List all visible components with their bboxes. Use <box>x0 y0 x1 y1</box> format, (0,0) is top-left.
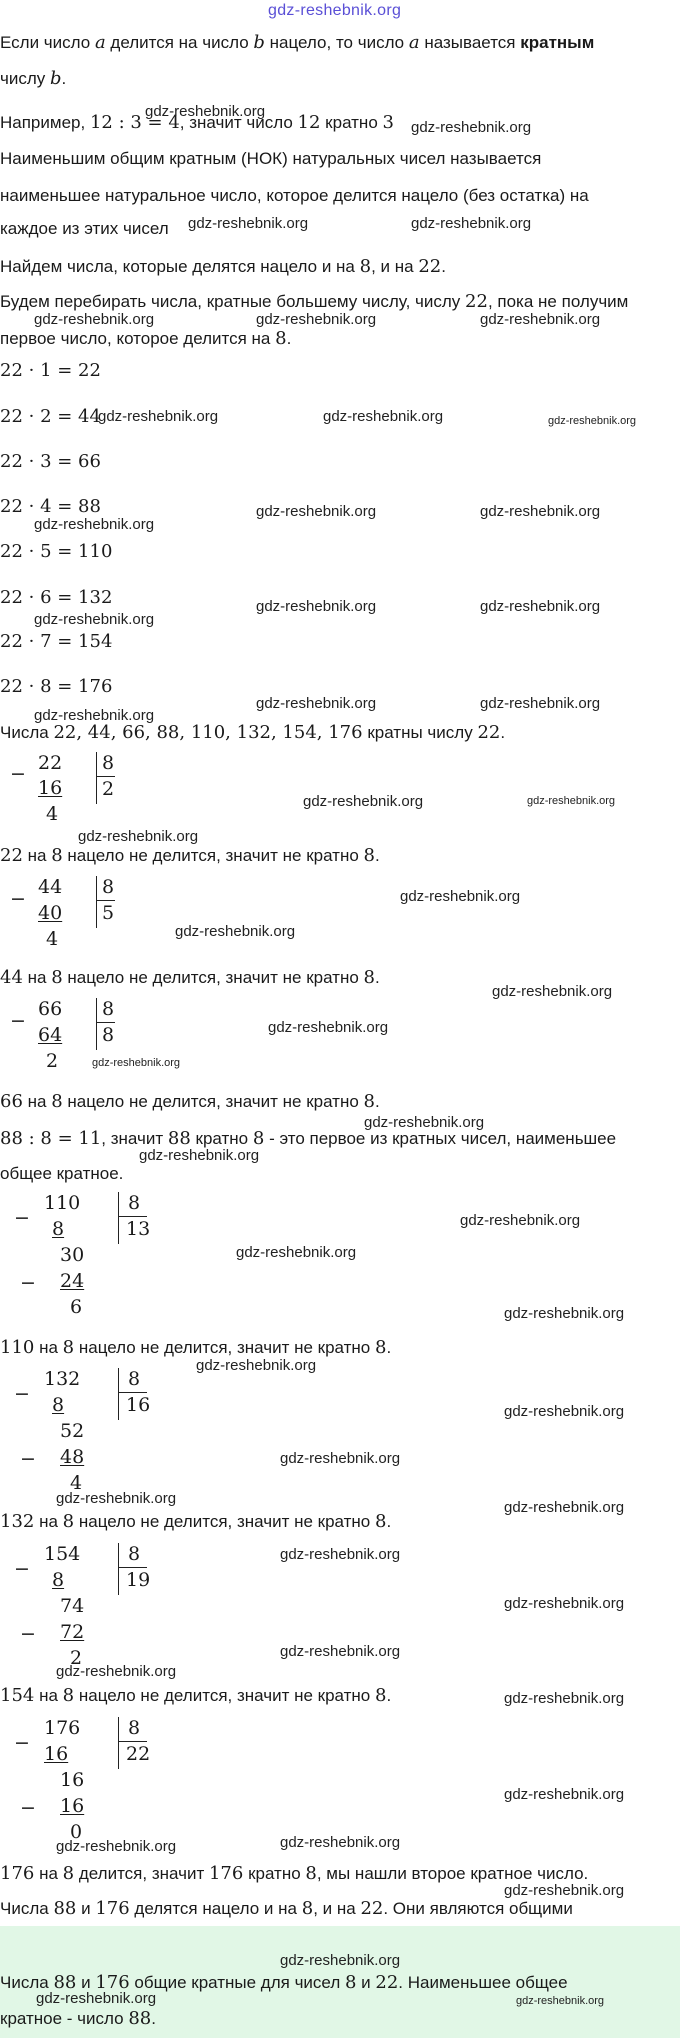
watermark: gdz-reshebnik.org <box>256 311 377 328</box>
subtrahend: 8 <box>52 1569 65 1591</box>
find-line: Найдем числа, которые делятся нацело и на 8, и на 22. <box>0 256 446 277</box>
dividend: 132 <box>44 1368 81 1390</box>
minus-sign: − <box>14 1732 30 1754</box>
minus-sign: − <box>20 1272 36 1294</box>
subtrahend: 16 <box>60 1795 85 1817</box>
remainder: 2 <box>46 1050 59 1072</box>
watermark: gdz-reshebnik.org <box>280 1450 401 1467</box>
quotient: 19 <box>126 1569 151 1591</box>
dividend: 154 <box>44 1543 81 1565</box>
watermark: gdz-reshebnik.org <box>145 103 266 120</box>
remainder: 30 <box>60 1244 85 1266</box>
watermark: gdz-reshebnik.org <box>280 1952 401 1969</box>
minus-sign: − <box>20 1448 36 1470</box>
multiple-1: 22 · 1 = 22 <box>0 360 101 381</box>
watermark: gdz-reshebnik.org <box>364 1114 485 1131</box>
subtrahend: 8 <box>52 1218 65 1240</box>
minus-sign: − <box>14 1558 30 1580</box>
dividend: 66 <box>38 998 63 1020</box>
divisor-line <box>97 900 115 901</box>
watermark: gdz-reshebnik.org <box>236 1244 357 1261</box>
minus-sign: − <box>20 1623 36 1645</box>
subtrahend: 16 <box>44 1743 69 1765</box>
remainder: 4 <box>46 928 59 950</box>
watermark: gdz-reshebnik.org <box>303 793 424 810</box>
division-bar <box>96 998 97 1050</box>
divisor: 8 <box>128 1717 141 1739</box>
dividend: 44 <box>38 876 63 898</box>
watermark: gdz-reshebnik.org <box>504 1690 625 1707</box>
definition-line-2: числу b. <box>0 68 67 89</box>
watermark: gdz-reshebnik.org <box>280 1546 401 1563</box>
watermark: gdz-reshebnik.org <box>504 1786 625 1803</box>
subtrahend: 16 <box>38 777 63 799</box>
multiples-list-line: Числа 22, 44, 66, 88, 110, 132, 154, 176 кратны числу 22. <box>0 722 506 743</box>
watermark: gdz-reshebnik.org <box>480 598 601 615</box>
remainder: 74 <box>60 1595 85 1617</box>
check-176: 176 на 8 делится, значит 176 кратно 8, мы нашли второе кратное число. <box>0 1863 589 1884</box>
subtrahend: 24 <box>60 1270 85 1292</box>
dividend: 22 <box>38 752 63 774</box>
watermark: gdz-reshebnik.org <box>460 1212 581 1229</box>
answer-line-2: кратное - число 88. <box>0 2008 156 2029</box>
remainder: 6 <box>70 1296 83 1318</box>
division-bar <box>118 1543 119 1595</box>
watermark: gdz-reshebnik.org <box>480 695 601 712</box>
quotient: 13 <box>126 1218 151 1240</box>
watermark: gdz-reshebnik.org <box>139 1147 260 1164</box>
watermark: gdz-reshebnik.org <box>34 516 155 533</box>
subtrahend: 48 <box>60 1446 85 1468</box>
check-44: 44 на 8 нацело не делится, значит не кратно 8. <box>0 967 380 988</box>
multiple-6: 22 · 6 = 132 <box>0 587 113 608</box>
check-110: 110 на 8 нацело не делится, значит не кратно 8. <box>0 1337 392 1358</box>
watermark: gdz-reshebnik.org <box>411 119 532 136</box>
quotient: 8 <box>102 1024 115 1046</box>
divisor-line <box>97 1022 115 1023</box>
multiple-8: 22 · 8 = 176 <box>0 676 113 697</box>
watermark: gdz-reshebnik.org <box>92 1057 181 1069</box>
watermark: gdz-reshebnik.org <box>256 695 377 712</box>
quotient: 16 <box>126 1394 151 1416</box>
divisor: 8 <box>128 1368 141 1390</box>
check-132: 132 на 8 нацело не делится, значит не кратно 8. <box>0 1511 392 1532</box>
remainder: 16 <box>60 1769 85 1791</box>
divisor: 8 <box>128 1543 141 1565</box>
nok-line-3: каждое из этих чисел <box>0 219 169 238</box>
watermark: gdz-reshebnik.org <box>323 408 444 425</box>
divisor: 8 <box>102 752 115 774</box>
watermark: gdz-reshebnik.org <box>34 311 155 328</box>
nok-line-2: наименьшее натуральное число, которое делится нацело (без остатка) на <box>0 186 589 205</box>
divisor-line <box>97 776 115 777</box>
minus-sign: − <box>14 1207 30 1229</box>
check-88-line-1: 88 : 8 = 11, значит 88 кратно 8 - это первое из кратных чисел, наименьшее <box>0 1128 617 1149</box>
multiple-2: 22 · 2 = 44 <box>0 406 101 427</box>
minus-sign: − <box>14 1383 30 1405</box>
watermark: gdz-reshebnik.org <box>188 215 309 232</box>
check-154: 154 на 8 нацело не делится, значит не кратно 8. <box>0 1685 392 1706</box>
watermark: gdz-reshebnik.org <box>480 503 601 520</box>
answer-line-1: Числа 88 и 176 общие кратные для чисел 8 и 22. Наименьшее общее <box>0 1972 568 1993</box>
search-line-1: Будем перебирать числа, кратные большему числу, числу 22, пока не получим <box>0 291 629 312</box>
divisor-line <box>119 1567 147 1568</box>
watermark: gdz-reshebnik.org <box>527 795 616 807</box>
remainder: 52 <box>60 1420 85 1442</box>
division-bar <box>118 1192 119 1244</box>
nok-line-1: Наименьшим общим кратным (НОК) натуральных чисел называется <box>0 149 542 168</box>
watermark: gdz-reshebnik.org <box>256 598 377 615</box>
multiple-7: 22 · 7 = 154 <box>0 631 113 652</box>
subtrahend: 40 <box>38 902 63 924</box>
subtrahend: 72 <box>60 1621 85 1643</box>
quotient: 5 <box>102 902 115 924</box>
remainder: 2 <box>70 1647 83 1669</box>
quotient: 22 <box>126 1743 151 1765</box>
subtrahend: 8 <box>52 1394 65 1416</box>
watermark: gdz-reshebnik.org <box>256 503 377 520</box>
watermark: gdz-reshebnik.org <box>34 611 155 628</box>
watermark: gdz-reshebnik.org <box>268 1019 389 1036</box>
quotient: 2 <box>102 778 115 800</box>
watermark: gdz-reshebnik.org <box>400 888 521 905</box>
common-line-1: Числа 88 и 176 делятся нацело и на 8, и на 22. Они являются общими <box>0 1898 573 1919</box>
check-88-line-2: общее кратное. <box>0 1164 124 1183</box>
multiple-4: 22 · 4 = 88 <box>0 496 101 517</box>
watermark: gdz-reshebnik.org <box>516 1995 605 2007</box>
watermark: gdz-reshebnik.org <box>56 1663 177 1680</box>
remainder: 4 <box>46 803 59 825</box>
minus-sign: − <box>20 1797 36 1819</box>
divisor-line <box>119 1216 147 1217</box>
minus-sign: − <box>10 1010 26 1032</box>
division-bar <box>96 752 97 804</box>
remainder: 4 <box>70 1472 83 1494</box>
watermark: gdz-reshebnik.org <box>492 983 613 1000</box>
check-66: 66 на 8 нацело не делится, значит не кратно 8. <box>0 1091 380 1112</box>
watermark: gdz-reshebnik.org <box>36 1990 157 2007</box>
remainder: 0 <box>70 1821 83 1843</box>
division-bar <box>96 876 97 928</box>
definition-line-1: Если число a делится на число b нацело, то число a называется кратным <box>0 32 595 53</box>
watermark: gdz-reshebnik.org <box>56 1838 177 1855</box>
division-bar <box>118 1717 119 1769</box>
watermark: gdz-reshebnik.org <box>280 1834 401 1851</box>
minus-sign: − <box>10 888 26 910</box>
watermark: gdz-reshebnik.org <box>504 1403 625 1420</box>
divisor: 8 <box>102 876 115 898</box>
watermark: gdz-reshebnik.org <box>56 1490 177 1507</box>
watermark: gdz-reshebnik.org <box>175 923 296 940</box>
site-header-link[interactable]: gdz-reshebnik.org <box>268 2 402 19</box>
watermark: gdz-reshebnik.org <box>504 1305 625 1322</box>
watermark: gdz-reshebnik.org <box>280 1643 401 1660</box>
watermark: gdz-reshebnik.org <box>504 1499 625 1516</box>
multiple-5: 22 · 5 = 110 <box>0 541 113 562</box>
watermark: gdz-reshebnik.org <box>480 311 601 328</box>
minus-sign: − <box>10 763 26 785</box>
division-bar <box>118 1368 119 1420</box>
example-line: Например, 12 : 3 = 4, значит число 12 кратно 3 <box>0 112 394 133</box>
watermark: gdz-reshebnik.org <box>504 1595 625 1612</box>
watermark: gdz-reshebnik.org <box>34 707 155 724</box>
watermark: gdz-reshebnik.org <box>411 215 532 232</box>
watermark: gdz-reshebnik.org <box>504 1882 625 1899</box>
watermark: gdz-reshebnik.org <box>196 1357 317 1374</box>
divisor: 8 <box>128 1192 141 1214</box>
dividend: 110 <box>44 1192 81 1214</box>
dividend: 176 <box>44 1717 81 1739</box>
search-line-2: первое число, которое делится на 8. <box>0 328 292 349</box>
divisor-line <box>119 1741 147 1742</box>
divisor: 8 <box>102 998 115 1020</box>
watermark: gdz-reshebnik.org <box>98 408 219 425</box>
subtrahend: 64 <box>38 1024 63 1046</box>
watermark: gdz-reshebnik.org <box>548 415 637 427</box>
divisor-line <box>119 1392 147 1393</box>
watermark: gdz-reshebnik.org <box>78 828 199 845</box>
multiple-3: 22 · 3 = 66 <box>0 451 101 472</box>
check-22: 22 на 8 нацело не делится, значит не кратно 8. <box>0 845 380 866</box>
